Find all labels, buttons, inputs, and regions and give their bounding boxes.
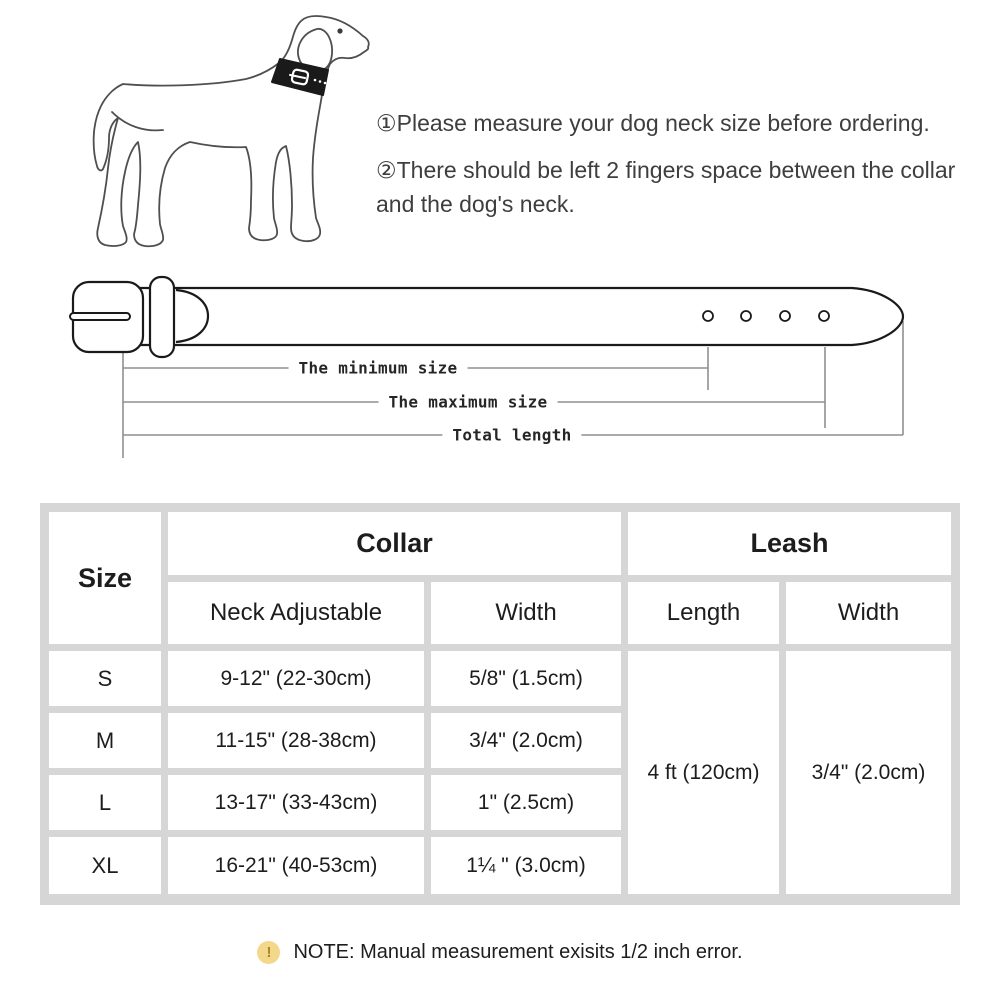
- neck-adjustable-header: Neck Adjustable: [168, 582, 424, 644]
- width-cell-s: 5/8" (1.5cm): [431, 651, 621, 706]
- size-cell-m: M: [49, 713, 161, 768]
- collar-width-header: Width: [431, 582, 621, 644]
- size-cell-l: L: [49, 775, 161, 830]
- neck-cell-m: 11-15" (28-38cm): [168, 713, 424, 768]
- instruction-line-1: ①Please measure your dog neck size before ordering.: [376, 110, 930, 136]
- leash-length-header: Length: [628, 582, 779, 644]
- dog-eye: [337, 28, 342, 33]
- neck-cell-l: 13-17" (33-43cm): [168, 775, 424, 830]
- collar-group-header: Collar: [168, 512, 621, 575]
- label-maximum-size: The maximum size: [379, 393, 558, 412]
- neck-cell-s: 9-12" (22-30cm): [168, 651, 424, 706]
- leash-length-cell: 4 ft (120cm): [628, 651, 779, 894]
- measuring-instructions: [376, 106, 988, 234]
- size-cell-s: S: [49, 651, 161, 706]
- width-cell-l: 1" (2.5cm): [431, 775, 621, 830]
- label-total-length: Total length: [442, 426, 581, 445]
- neck-cell-xl: 16-21" (40-53cm): [168, 837, 424, 894]
- width-cell-m: 3/4" (2.0cm): [431, 713, 621, 768]
- leash-width-header: Width: [786, 582, 951, 644]
- instruction-line-2: ②There should be left 2 fingers space between the collar and the dog's neck.: [376, 157, 956, 217]
- size-cell-xl: XL: [49, 837, 161, 894]
- measure-max-line: [123, 347, 825, 428]
- label-minimum-size: The minimum size: [289, 359, 468, 378]
- note-text: NOTE: Manual measurement exisits 1/2 inch error.: [293, 941, 743, 963]
- warning-icon: !: [257, 941, 280, 964]
- dog-illustration: [68, 0, 398, 265]
- size-table: [40, 503, 960, 905]
- note-row: [0, 941, 1000, 964]
- size-column-header: Size: [49, 512, 161, 644]
- leash-width-cell: 3/4" (2.0cm): [786, 651, 951, 894]
- leash-group-header: Leash: [628, 512, 951, 575]
- collar-keeper: [150, 277, 174, 357]
- collar-buckle-prong: [70, 313, 130, 320]
- width-cell-xl: 1¼ " (3.0cm): [431, 837, 621, 894]
